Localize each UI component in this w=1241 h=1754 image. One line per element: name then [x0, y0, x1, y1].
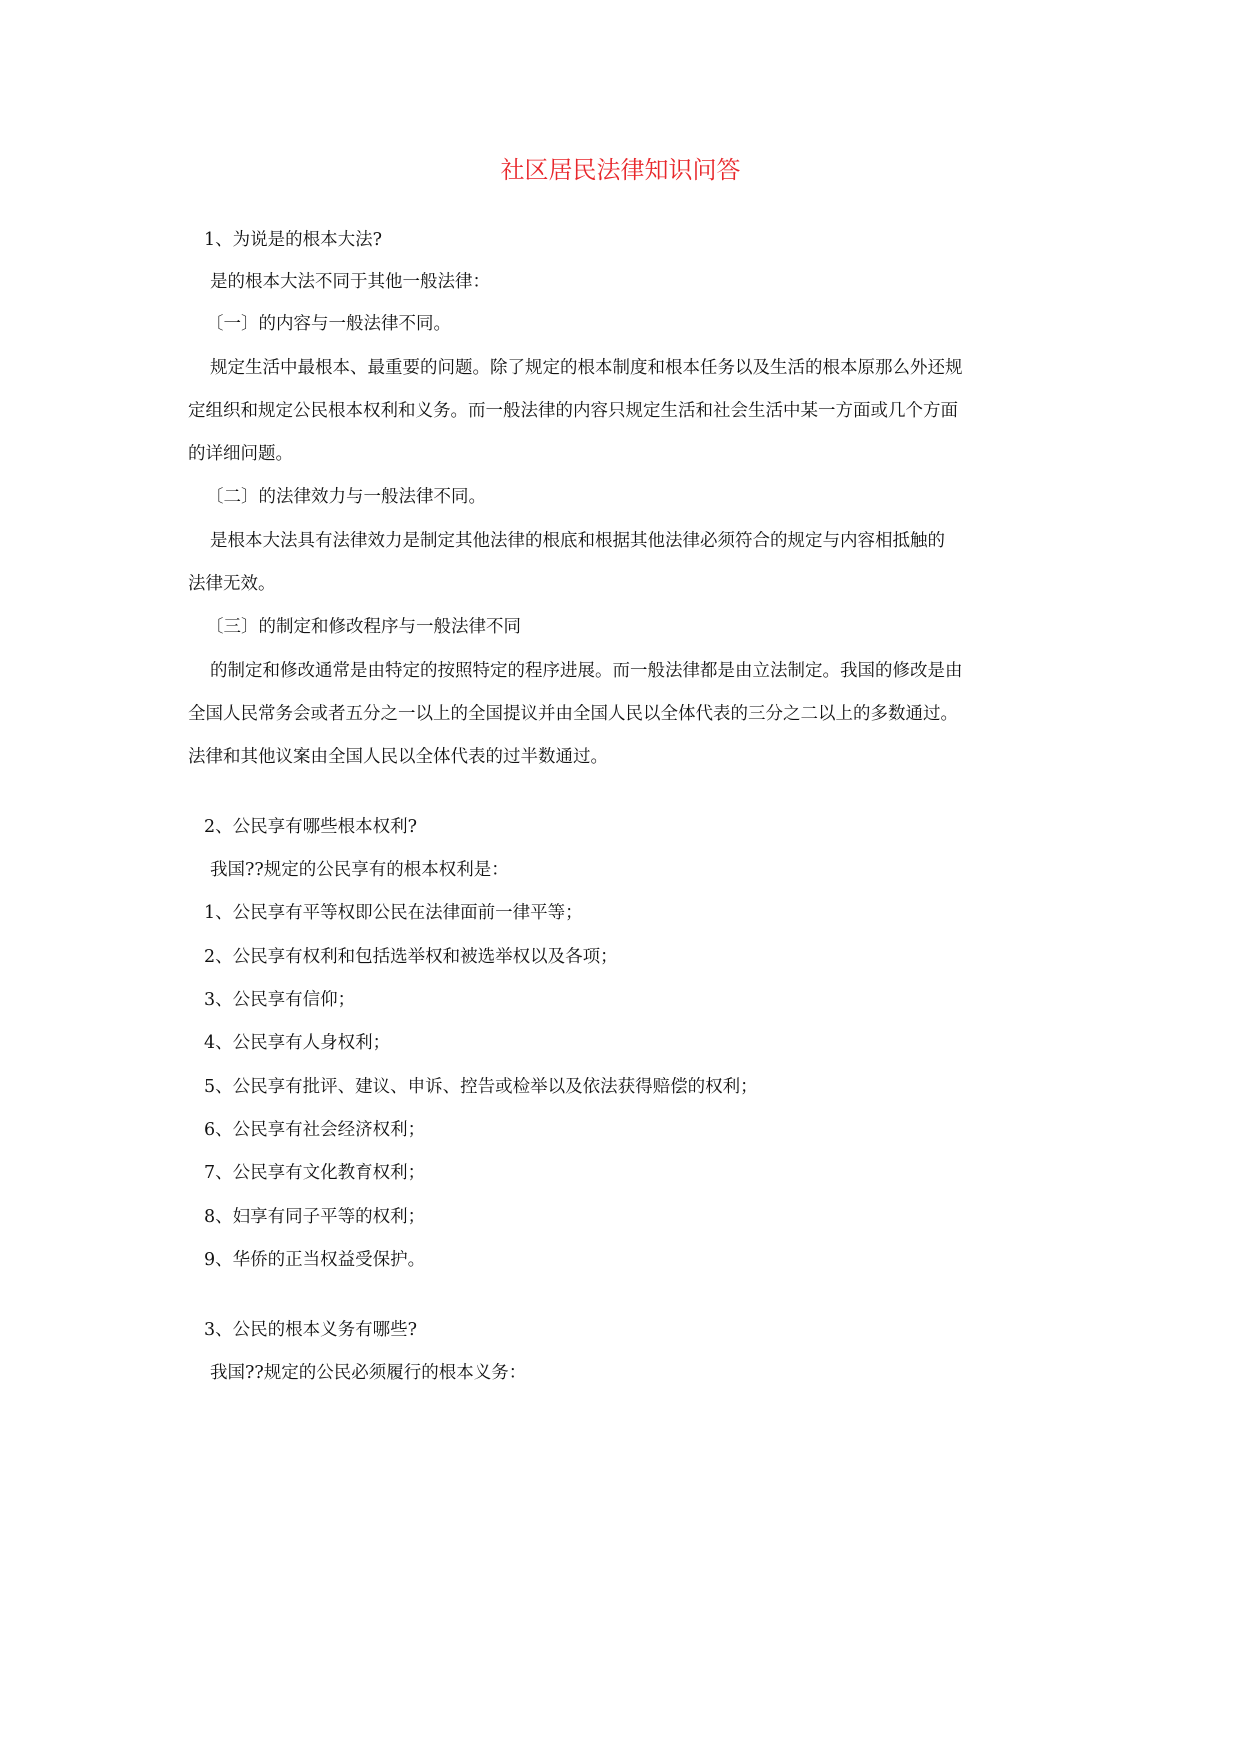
list-item: 2、公民享有权利和包括选举权和被选举权以及各项； — [204, 947, 618, 967]
list-item: 9、华侨的正当权益受保护。 — [204, 1250, 426, 1270]
list-item: 7、公民享有文化教育权利； — [204, 1163, 426, 1183]
section-1-paragraph-continued: 全国人民常务会或者五分之一以上的全国提议并由全国人民以全体代表的三分之二以上的多数通过。 — [188, 704, 958, 724]
section-1-heading-2: 〔二〕的法律效力与一般法律不同。 — [206, 487, 486, 507]
section-1-paragraph-continued: 法律无效。 — [188, 574, 276, 594]
list-item: 3、公民享有信仰； — [204, 990, 356, 1010]
list-item: 1、公民享有平等权即公民在法律面前一律平等； — [204, 903, 583, 923]
section-1-question: 1、为说是的根本大法? — [204, 230, 383, 250]
list-item: 8、妇享有同子平等的权利； — [204, 1207, 426, 1227]
section-1-paragraph-continued: 定组织和规定公民根本权利和义务。而一般法律的内容只规定生活和社会生活中某一方面或几个方面 — [188, 401, 958, 421]
section-2-intro: 我国??规定的公民享有的根本权利是： — [210, 860, 509, 880]
section-1-paragraph: 的制定和修改通常是由特定的按照特定的程序进展。而一般法律都是由立法制定。我国的修改是由 — [210, 661, 963, 681]
document-title: 社区居民法律知识问答 — [500, 156, 741, 184]
section-1-paragraph-continued: 的详细问题。 — [188, 444, 293, 464]
list-item: 5、公民享有批评、建议、申诉、控告或检举以及依法获得赔偿的权利； — [204, 1077, 758, 1097]
list-item: 6、公民享有社会经济权利； — [204, 1120, 426, 1140]
section-1-heading-3: 〔三〕的制定和修改程序与一般法律不同 — [206, 617, 521, 637]
section-1-heading-1: 〔一〕的内容与一般法律不同。 — [206, 314, 451, 334]
section-1-paragraph-continued: 法律和其他议案由全国人民以全体代表的过半数通过。 — [188, 747, 608, 767]
section-1-paragraph: 是的根本大法不同于其他一般法律： — [210, 272, 490, 292]
section-3-question: 3、公民的根本义务有哪些? — [204, 1320, 418, 1340]
list-item: 4、公民享有人身权利； — [204, 1033, 391, 1053]
section-3-intro: 我国??规定的公民必须履行的根本义务： — [210, 1363, 527, 1383]
section-2-question: 2、公民享有哪些根本权利? — [204, 817, 418, 837]
section-1-paragraph: 规定生活中最根本、最重要的问题。除了规定的根本制度和根本任务以及生活的根本原那么外还规 — [210, 358, 963, 378]
section-1-paragraph: 是根本大法具有法律效力是制定其他法律的根底和根据其他法律必须符合的规定与内容相抵触的 — [210, 531, 945, 551]
